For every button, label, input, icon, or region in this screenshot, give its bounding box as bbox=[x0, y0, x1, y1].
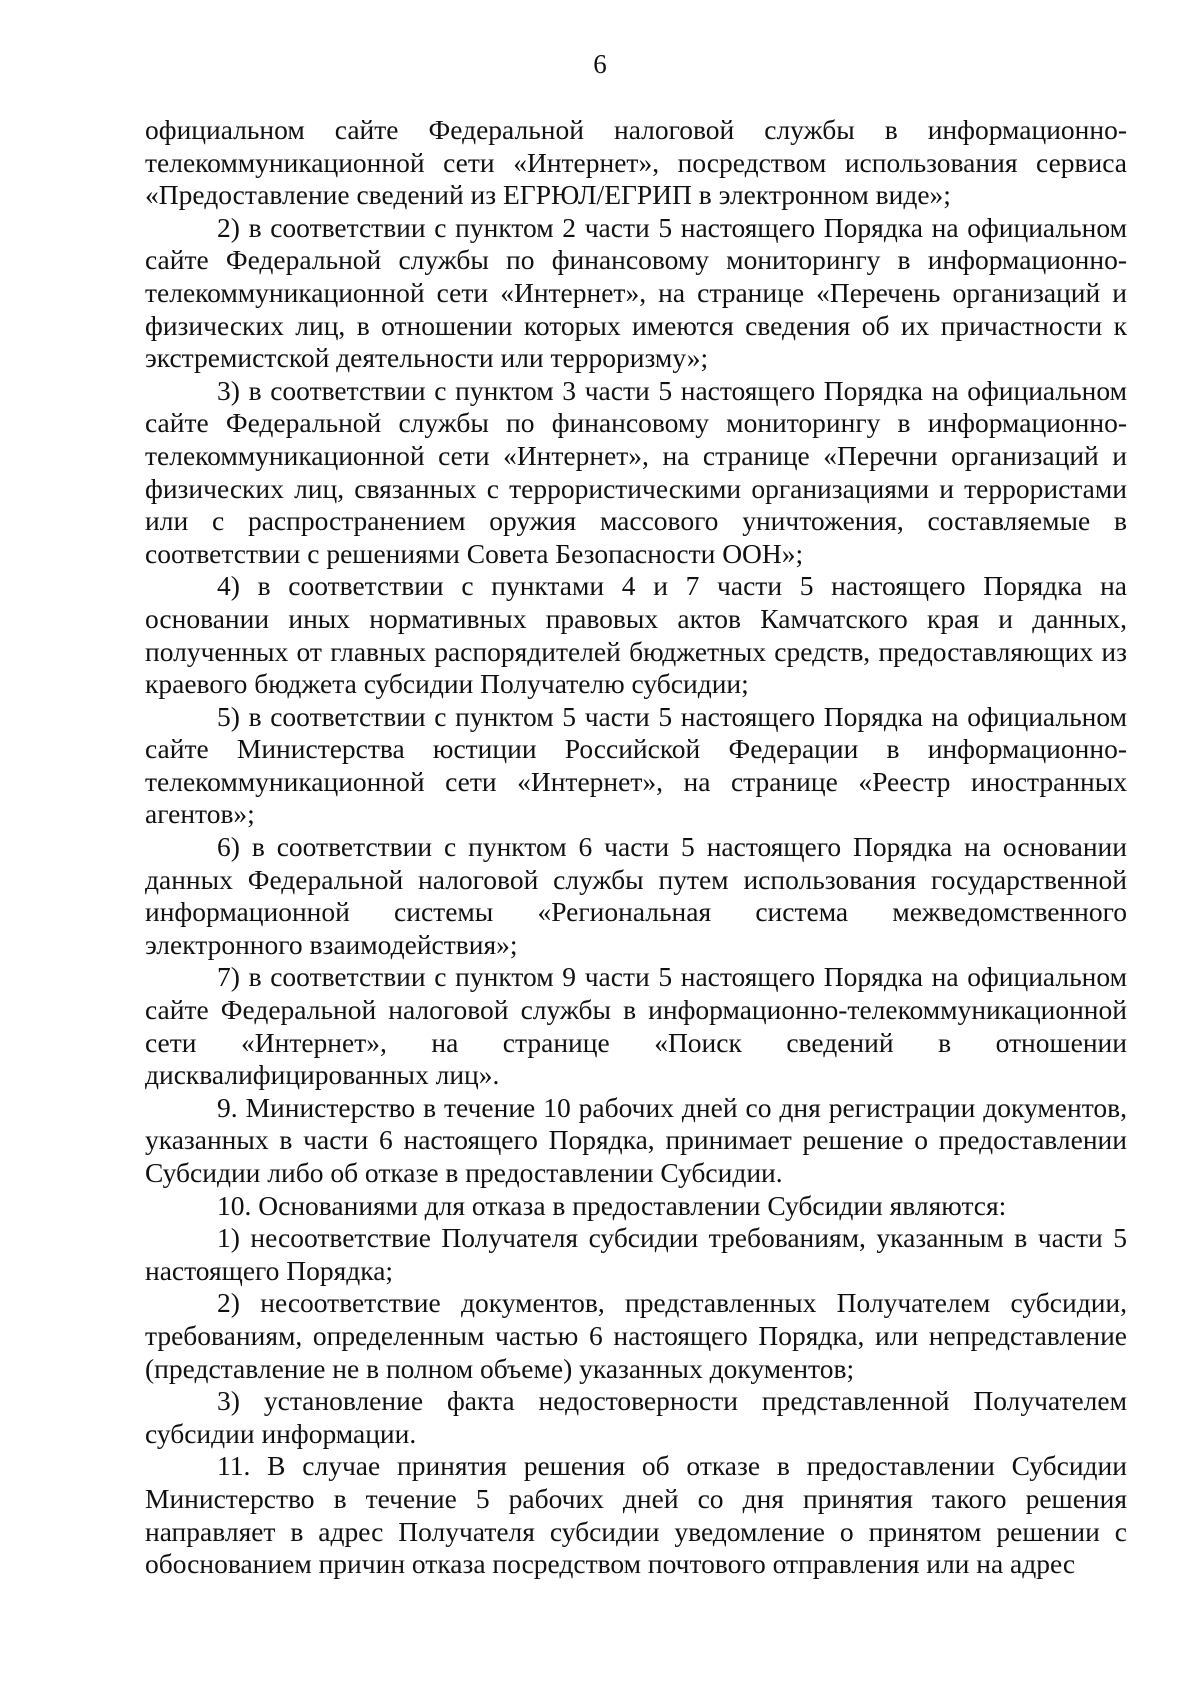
paragraph-item-3: 3) в соответствии с пунктом 3 части 5 настоящего Порядка на официальном сайте Федеральной службы по финансовому мониторингу в информационно-телекоммуникационной сети «Интернет», на странице «Перечни организаций и физических лиц, связанных с террористическими организациями и террористами или с распространением оружия массового уничтожения, составляемые в соответствии с решениями Совета Безопасности ООН»; bbox=[145, 374, 1127, 569]
paragraph-item-6: 6) в соответствии с пунктом 6 части 5 настоящего Порядка на основании данных Федеральной налоговой службы путем использования государственной информационной системы «Региональная система межведомственного электронного взаимодействия»; bbox=[145, 831, 1127, 960]
paragraph-section-9: 9. Министерство в течение 10 рабочих дней со дня регистрации документов, указанных в части 6 настоящего Порядка, принимает решение о предоставлении Субсидии либо об отказе в предоставлении Субсидии. bbox=[145, 1091, 1127, 1188]
paragraph-refusal-reason-1: 1) несоответствие Получателя субсидии требованиям, указанным в части 5 настоящего Порядка; bbox=[145, 1222, 1127, 1286]
paragraph-item-4: 4) в соответствии с пунктами 4 и 7 части 5 настоящего Порядка на основании иных нормативных правовых актов Камчатского края и данных, полученных от главных распорядителей бюджетных средств, предоставляющих из краевого бюджета субсидии Получателю субсидии; bbox=[145, 570, 1127, 700]
paragraph-section-10: 10. Основаниями для отказа в предоставлении Субсидии являются: bbox=[217, 1189, 1007, 1221]
paragraph-item-7: 7) в соответствии с пунктом 9 части 5 настоящего Порядка на официальном сайте Федеральной налоговой службы в информационно-телекоммуникационной сети «Интернет», на странице «Поиск сведений в отношении дисквалифицированных лиц». bbox=[145, 961, 1127, 1091]
page-number: 6 bbox=[593, 49, 607, 79]
paragraph-continuation: официальном сайте Федеральной налоговой службы в информационно-телекоммуникационной сети «Интернет», посредством использования сервиса «Предоставление сведений из ЕГРЮЛ/ЕГРИП в электронном виде»; bbox=[145, 114, 1127, 211]
paragraph-refusal-reason-2: 2) несоответствие документов, представленных Получателем субсидии, требованиям, определенным частью 6 настоящего Порядка, или непредставление (представление не в полном объеме) указанных документов; bbox=[145, 1287, 1127, 1384]
paragraph-section-11: 11. В случае принятия решения об отказе в предоставлении Субсидии Министерство в течение 5 рабочих дней со дня принятия такого решения направляет в адрес Получателя субсидии уведомление о принятом решении с обоснованием причин отказа посредством почтового отправления или на адрес bbox=[145, 1450, 1127, 1580]
paragraph-refusal-reason-3: 3) установление факта недостоверности представленной Получателем субсидии информации. bbox=[145, 1385, 1127, 1449]
document-body bbox=[145, 114, 1127, 1581]
paragraph-item-2: 2) в соответствии с пунктом 2 части 5 настоящего Порядка на официальном сайте Федеральной службы по финансовому мониторингу в информационно-телекоммуникационной сети «Интернет», на странице «Перечень организаций и физических лиц, в отношении которых имеются сведения об их причастности к экстремистской деятельности или терроризму»; bbox=[145, 211, 1127, 374]
paragraph-item-5: 5) в соответствии с пунктом 5 части 5 настоящего Порядка на официальном сайте Министерства юстиции Российской Федерации в информационно-телекоммуникационной сети «Интернет», на странице «Реестр иностранных агентов»; bbox=[145, 700, 1127, 830]
